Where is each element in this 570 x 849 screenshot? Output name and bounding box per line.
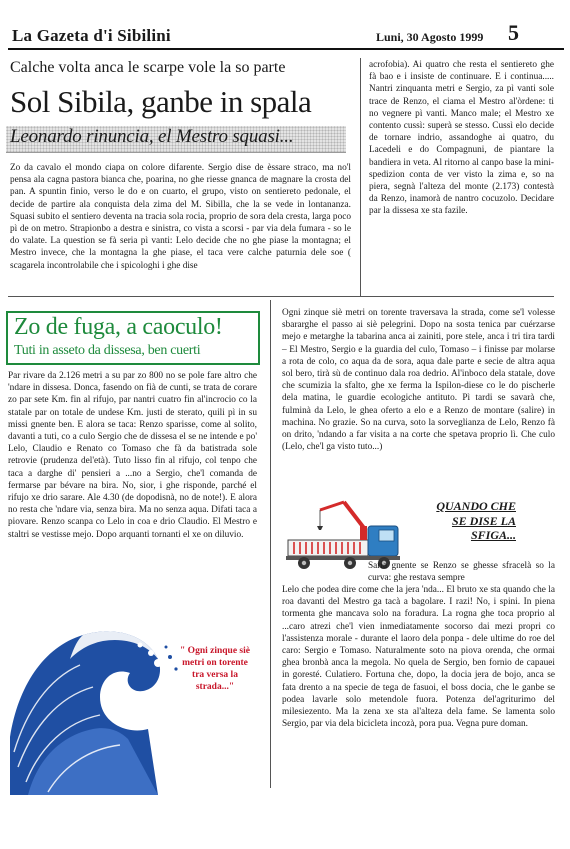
article2-headline-box xyxy=(6,311,260,365)
article3-headline xyxy=(398,499,516,557)
wave-illustration xyxy=(8,617,263,795)
article2-headline: Zo de fuga, a caoculo! xyxy=(14,314,223,340)
article1-body xyxy=(10,162,351,272)
article1-kicker: Calche volta anca le scarpe vole la so parte xyxy=(10,59,286,76)
article2-subheadline: Tuti in asseto da dissesa, ben cuerti xyxy=(14,343,201,358)
article3-body-text: Lelo che podea dire come che la jera 'nda... El bruto xe sta quando che la roa davanti del Mestro ga tacà a bagolare. I razi! No, i spini. In piena tormenta ghe mancava solo na foradura. La rogna ghe toca proprio al ...caro atrezi che'l vien inmediatamente socorso dai mezi propri co l'assistenza morale - durante el laoro dela ponpa - dele ultime do roe del caro: Sergio e Tomaso. Naturalmente soto na piova orenda, che ormai ghea bronbà anca la megola. No quela de Sergio, ben fornio de capauei in goresté. Culatiero. Fortuna che, dopo, la docia jera de bojo, anca se fata drento a na specie de tega de fasuoi, el boss docia, che le ganbe se podea lavarle solo metendole fuora. Potenza del'agriturimo del milesiezento. Ma la zena xe sta al'alteza dela fame. Se lamenta solo Sergio, par via dela bicicleta incozà, pora pua. Vegna pure doman. xyxy=(282,585,555,730)
article1-body-continued-text: acrofobia). Ai quatro che resta el sentiereto ghe fà bao e i insiste de continuare. E i continua..... Nantri zinquanta metri e Sergio, za pì vanti sole trace de Renzo, el ciama el Mestro al'òrdene: ti no vegnere pì vanti. Manco male; el Mestro xe contento cussì: superà se stesso. Cussì elo decide de tornare indrio, assandoghe ai quatro, du Lacedeli e do Compagnuni, de piantare la bandiera in veta. Al ritorno al canpo base la mini-spedizion conta de ver visto la zima e, so na piera, segnà l'alteza del monte (2.173) contestà da Renzo, inamorà de nantro cocuzolo. Decidare par la dissesa xe sta fazile. xyxy=(369,60,554,217)
article3-headline-line: QUANDO CHE xyxy=(436,499,516,513)
article2-body-text: Par rivare da 2.126 metri a su par zo 800 no se pole fare altro che 'ndare in dissesa. Donca, fasendo on fià de cunti, se trata de corare zo par sete Km. fin al rifujo, par nantri cuatro fin al'incrocio co la statale par on totale de undese Km. justi de sterato, quili pì in su missi gnente ben. E alora se taca: Renzo sparisse, come al solito, davanti a tuti, co a culo Sergio che de dissesa el se ne intende e po' Lelo, Claudio e Renato co Tomaso che fà da batistrada sole retrovie (prudenza del'età). Tuto lisso fin al rifujo, col tenpo che taca a darghe di' pensieri a ...no a Sergio, che'l comanda de fermarse par bévare na bira. No, sior, i ghe risponde, parché el rifujo xe drio sarare. Ale 4.30 (de dopodisnà, no de note!). E alora no resta che 'ndare via, senza bira. Ma no senza aqua. Difati taca a piovare. Renzo scanpa co Lelo in coa e drio Claudio. El Mestro e staltri se vestisse mejo. Dopo arquanti tornanti el xe on diluvio. xyxy=(8,371,257,540)
article1-headline: Sol Sibila, ganbe in spala xyxy=(10,84,312,119)
article3-headline-line: SFIGA... xyxy=(470,528,516,542)
page-number: 5 xyxy=(508,20,519,45)
column-divider xyxy=(360,58,361,296)
section-divider xyxy=(8,296,554,297)
article3-headline-line: SE DISE LA xyxy=(451,513,516,528)
newspaper-title: La Gazeta d'i Sibilini xyxy=(12,26,171,45)
article1-body-text: Zo da cavalo el mondo ciapa on colore difarente. Sergio dise de èssare straco, ma no'l pensa ala cagna pastora bianca che, poarina, no ghe riesse gnanca de magnare la crosta del pan. A spuntin finio, verso le do e on cuarto, el grupo, visto on sentiereto pedonale, el decide de partire ala conquista dela zima del M. Sibilla, che la se vede in lontananza. Squasi subito el sentiero deventa na tracia sola rocia, proprio de sora dela cresta, larga poco pì de on metro. Strapionbo a destra e sinistra, co vista a scorsi - par via dela fumara - so le do valate. La question se fà seria pì vanti: Lelo decide che no ghe piase la montagna; el Mestro invece, che la montagna la ghe piase, el taca vere calche paturnia dele soe ( scagarela incontrolabile che i spicologhi i ghe dise xyxy=(10,163,351,271)
column-divider-lower xyxy=(270,300,271,788)
article2-continued-body xyxy=(282,307,555,453)
masthead xyxy=(8,20,564,50)
article3-body xyxy=(282,584,555,730)
article3-intro xyxy=(368,560,555,584)
article1-body-continued xyxy=(369,59,554,218)
article1-subhead-band xyxy=(6,126,346,153)
issue-date: Luni, 30 Agosto 1999 xyxy=(376,30,484,44)
article2-body xyxy=(8,370,257,541)
article3-intro-text: Saria gnente se Renzo se ghesse sfracelà so la curva: ghe restava sempre xyxy=(368,561,555,584)
article2-pull-quote: " Ogni zinque siè metri on torente tra versa la strada..." xyxy=(180,646,250,692)
article1-subhead: Leonardo rinuncia, el Mestro squasi... xyxy=(10,126,294,147)
article2-continued-text: Ogni zinque siè metri on torente traversava la strada, come se'l volesse sbararghe el passo ai siè pelegrini. Dopo na sosta tenica par cuérzarse mejo e metarghe la tabarina anca ai zainiti, pore stele, anca i tri tira tardi – El Mestro, Sergio e la guardia del culo, Tomaso – i finisse par molarse a rota de colo, co aqua da de sora, aqua dale parte e secie de altra aqua sol bero, tirà sù de continuo dala roa dedrio. Al'inboco dela statale, dove che scumizia la sfalto, ghe xe ferma la Ispilon-diese co le do pischerle dela matina, le guardie ecologiche antituto. Pì tardi se savarà che, fulminà da Lelo, le ghea oferto a elo e a Renzo de montare (salire) in machina. No grazie. So na curva, soto la sorveglianza de Lelo, Renzo fà on drito, 'ndando a far visita a na corte che spetava proprio lì. Che culo (Lelo, che'l ga visto tuto...) xyxy=(282,308,555,453)
